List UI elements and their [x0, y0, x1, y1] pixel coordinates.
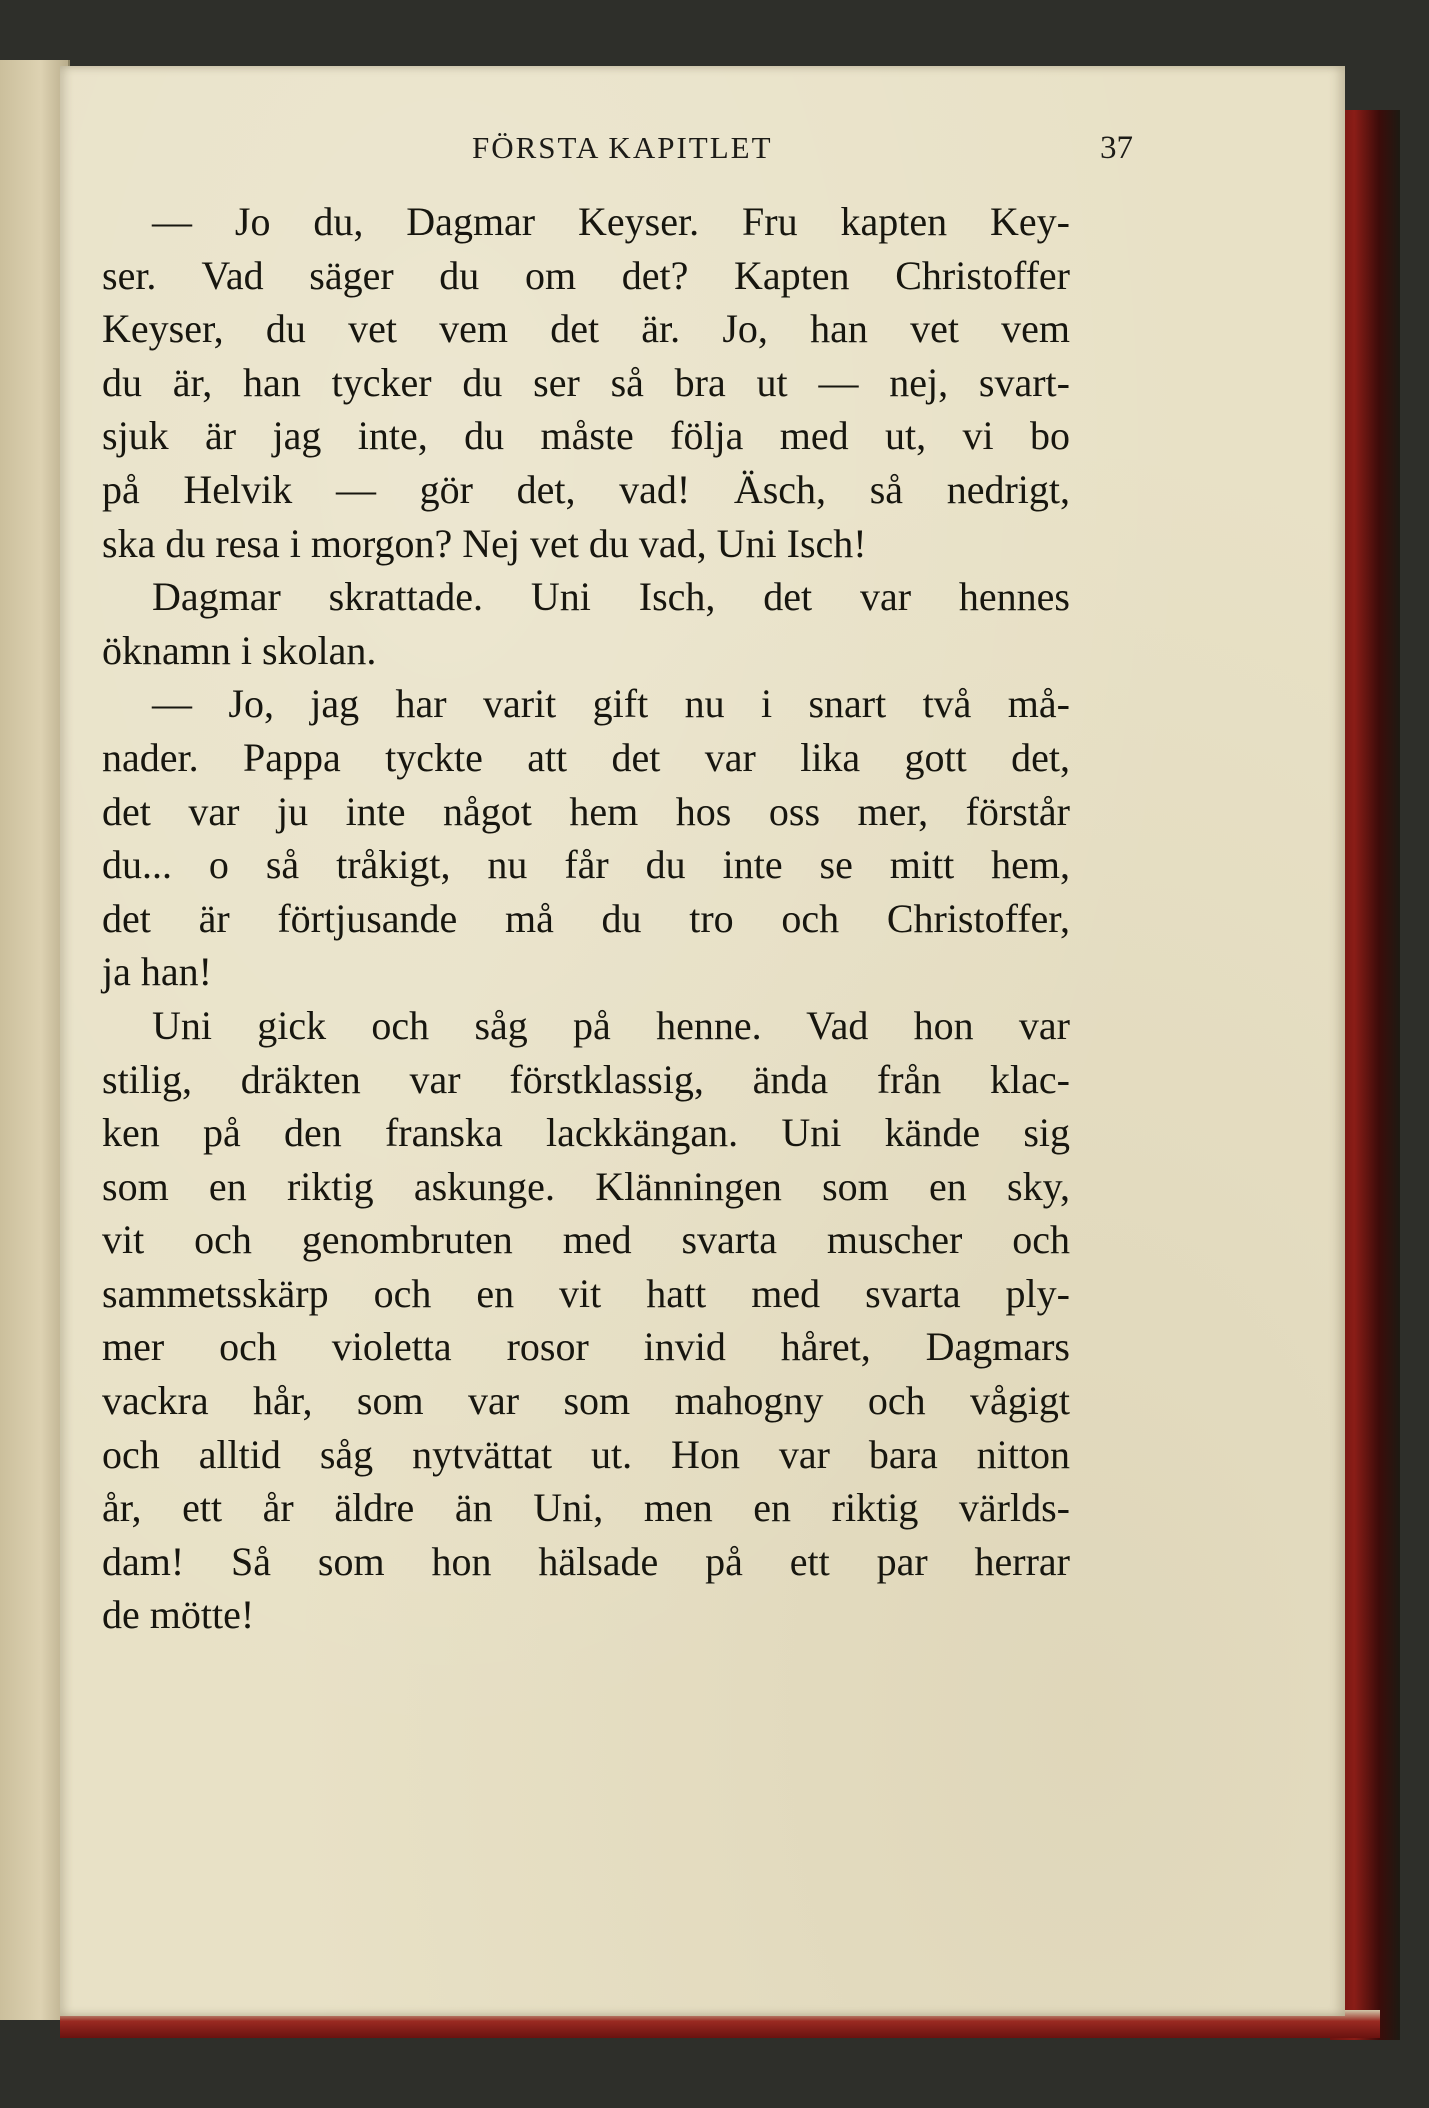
running-head: FÖRSTA KAPITLET — [472, 130, 773, 165]
text-line: ser. Vad säger du om det? Kapten Christoffer — [102, 252, 1070, 298]
text-line: Uni gick och såg på henne. Vad hon var — [152, 1002, 1070, 1048]
text-line: de mötte! — [102, 1592, 255, 1638]
body-text — [102, 195, 1070, 1642]
page-number: 37 — [1100, 130, 1133, 166]
text-line: sammetsskärp och en vit hatt med svarta ply- — [102, 1270, 1070, 1316]
text-line: vackra hår, som var som mahogny och vågigt — [102, 1378, 1070, 1424]
text-line: det var ju inte något hem hos oss mer, förstår — [102, 788, 1070, 834]
text-line: Dagmar skrattade. Uni Isch, det var hennes — [152, 574, 1070, 620]
text-line: öknamn i skolan. — [102, 627, 377, 673]
text-line: på Helvik — gör det, vad! Äsch, så nedrigt, — [102, 466, 1070, 512]
text-line: — Jo du, Dagmar Keyser. Fru kapten Key- — [152, 199, 1070, 244]
text-line: dam! Så som hon hälsade på ett par herrar — [102, 1538, 1070, 1584]
text-line: nader. Pappa tyckte att det var lika gott det, — [102, 734, 1070, 780]
text-line: du är, han tycker du ser så bra ut — nej, svart- — [102, 359, 1070, 405]
text-line: ken på den franska lackkängan. Uni kände sig — [102, 1110, 1070, 1156]
text-line: Keyser, du vet vem det är. Jo, han vet vem — [102, 306, 1070, 352]
text-line: — Jo, jag har varit gift nu i snart två må- — [152, 681, 1070, 727]
text-line: ja han! — [102, 949, 212, 995]
text-line: du... o så tråkigt, nu får du inte se mitt hem, — [102, 842, 1070, 888]
text-line: stilig, dräkten var förstklassig, ända från klac- — [102, 1056, 1070, 1102]
text-line: sjuk är jag inte, du måste följa med ut, vi bo — [102, 413, 1070, 459]
text-line: som en riktig askunge. Klänningen som en sky, — [102, 1163, 1070, 1209]
page-header — [413, 130, 1133, 180]
text-line: ska du resa i morgon? Nej vet du vad, Uni Isch! — [102, 520, 867, 566]
text-line: och alltid såg nytvättat ut. Hon var bara nitton — [102, 1431, 1070, 1477]
text-line: vit och genombruten med svarta muscher och — [102, 1217, 1070, 1263]
text-line: det är förtjusande må du tro och Christoffer, — [102, 895, 1070, 941]
text-line: år, ett år äldre än Uni, men en riktig världs- — [102, 1485, 1070, 1531]
text-line: mer och violetta rosor invid håret, Dagmars — [102, 1324, 1070, 1370]
